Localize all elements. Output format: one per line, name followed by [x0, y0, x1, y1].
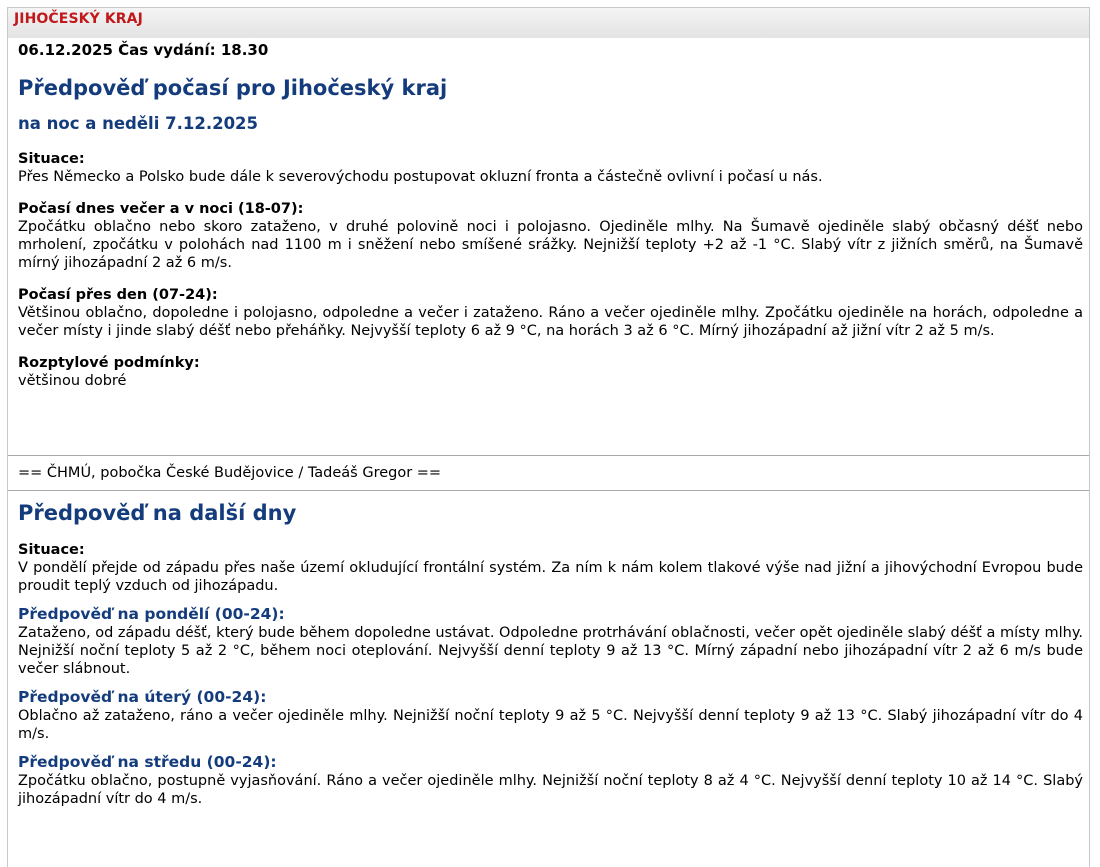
next-days-title: Předpověď na další dny [18, 501, 297, 525]
tuesday-section [18, 687, 1083, 743]
night-section [18, 200, 1083, 272]
dispersion-label: Rozptylové podmínky: [18, 355, 200, 371]
day-text: Většinou oblačno, dopoledne i polojasno, odpoledne a večer i zataženo. Ráno a večer ojediněle mlhy. Zpočátku ojediněle na horách, odpoledne a večer místy i jinde slabý déšť nebo přeháňky. Nejvyšší teploty 6 až 9 °C, na horách 3 až 6 °C. Mírný jihozápadní až jižní vítr 2 až 5 m/s. [18, 305, 1083, 339]
forecast-subtitle: na noc a neděli 7.12.2025 [18, 114, 259, 133]
situation-text: Přes Německo a Polsko bude dále k severovýchodu postupovat okluzní fronta a částečně ovlivní i počasí u nás. [18, 169, 823, 185]
forecast-title: Předpověď počasí pro Jihočeský kraj [18, 76, 448, 100]
wednesday-text: Zpočátku oblačno, postupně vyjasňování. Ráno a večer ojediněle mlhy. Nejnižší noční teploty 8 až 4 °C. Nejvyšší denní teploty 10 až 14 °C. Slabý jihozápadní vítr do 4 m/s. [18, 773, 1083, 807]
next-situation-text: V pondělí přejde od západu přes naše území okludující frontální systém. Za ním k nám kolem tlakové výše nad jižní a jihovýchodní Evropou bude proudit teplý vzduch od jihozápadu. [18, 560, 1083, 594]
next-situation-label: Situace: [18, 542, 85, 558]
night-text: Zpočátku oblačno nebo skoro zataženo, v druhé polovině noci i polojasno. Ojediněle mlhy. Na Šumavě ojediněle slabý občasný déšť nebo mrholení, zpočátku v polohách nad 1100 m i sněžení nebo smíšené srážky. Nejnižší teploty +2 až -1 °C. Slabý vítr z jižních směrů, na Šumavě mírný jihozápadní 2 až 6 m/s. [18, 219, 1083, 271]
author-line: == ČHMÚ, pobočka České Budějovice / Tadeáš Gregor == [18, 465, 442, 481]
day-section [18, 286, 1083, 340]
dispersion-text: většinou dobré [18, 373, 127, 389]
region-title: JIHOČESKÝ KRAJ [14, 11, 143, 27]
tuesday-text: Oblačno až zataženo, ráno a večer ojediněle mlhy. Nejnižší noční teploty 9 až 5 °C. Nejvyšší denní teploty 9 až 13 °C. Slabý jihozápadní vítr do 4 m/s. [18, 708, 1083, 742]
night-label: Počasí dnes večer a v noci (18-07): [18, 201, 304, 217]
forecast-content [18, 38, 1083, 390]
monday-text: Zataženo, od západu déšť, který bude během dopoledne ustávat. Odpoledne protrhávání oblačnosti, večer opět ojediněle slabý déšť a místy mlhy. Nejnižší noční teploty 5 až 2 °C, během noci oteplování. Nejvyšší denní teploty 9 až 13 °C. Mírný západní nebo jihozápadní vítr 2 až 6 m/s bude večer slábnout. [18, 625, 1083, 677]
monday-section [18, 604, 1083, 678]
situation-section [18, 150, 1083, 186]
divider-bottom [8, 490, 1089, 491]
day-label: Počasí přes den (07-24): [18, 287, 218, 303]
monday-label: Předpověď na pondělí (00-24): [18, 605, 285, 623]
dispersion-section [18, 354, 1083, 390]
issue-line: 06.12.2025 Čas vydání: 18.30 [18, 41, 269, 59]
wednesday-label: Předpověď na středu (00-24): [18, 753, 277, 771]
tuesday-label: Předpověď na úterý (00-24): [18, 688, 267, 706]
situation-label: Situace: [18, 151, 85, 167]
next-situation-section [18, 541, 1083, 595]
wednesday-section [18, 752, 1083, 808]
next-days-content [18, 498, 1083, 808]
region-header [8, 8, 1089, 38]
divider-top [8, 455, 1089, 456]
